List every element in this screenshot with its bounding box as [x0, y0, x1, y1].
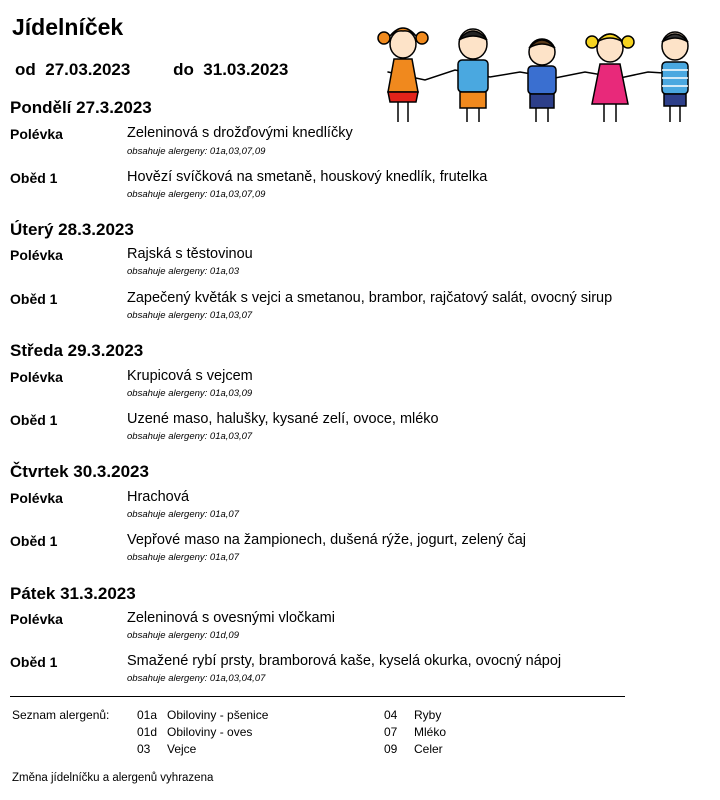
soup-dish: Zeleninová s ovesnými vločkami — [127, 610, 335, 626]
soup-allergens: obsahuje alergeny: 01a,07 — [127, 509, 239, 520]
allergen-legend-title: Seznam alergenů: — [12, 708, 110, 722]
soup-allergens: obsahuje alergeny: 01a,03 — [127, 266, 239, 277]
day-heading: Středa 29.3.2023 — [10, 341, 144, 360]
day-heading: Čtvrtek 30.3.2023 — [10, 462, 149, 481]
meal-type-lunch: Oběd 1 — [10, 170, 58, 186]
soup-allergens: obsahuje alergeny: 01a,03,07,09 — [127, 146, 266, 157]
legend-code: 03 — [137, 742, 151, 756]
soup-allergens: obsahuje alergeny: 01d,09 — [127, 630, 239, 641]
meal-type-soup: Polévka — [10, 369, 63, 385]
soup-allergens: obsahuje alergeny: 01a,03,09 — [127, 388, 253, 399]
page-title: Jídelníček — [12, 14, 124, 40]
soup-dish: Rajská s těstovinou — [127, 246, 253, 262]
to-date: 31.03.2023 — [203, 60, 289, 79]
lunch-dish: Uzené maso, halušky, kysané zelí, ovoce, mléko — [127, 411, 439, 427]
meal-type-lunch: Oběd 1 — [10, 533, 58, 549]
soup-dish: Krupicová s vejcem — [127, 368, 253, 384]
children-holding-hands-illustration — [370, 22, 700, 127]
legend-code: 04 — [384, 708, 398, 722]
legend-name: Celer — [414, 742, 443, 756]
legend-name: Obiloviny - oves — [167, 725, 253, 739]
kid-4 — [586, 34, 634, 122]
meal-type-lunch: Oběd 1 — [10, 654, 58, 670]
date-range — [15, 60, 288, 80]
legend-code: 01a — [137, 708, 158, 722]
lunch-dish: Zapečený květák s vejci a smetanou, brambor, rajčatový salát, ovocný sirup — [127, 290, 613, 306]
legend-code: 01d — [137, 725, 158, 739]
kid-5 — [662, 32, 688, 122]
from-date: 27.03.2023 — [45, 60, 131, 79]
day-heading: Úterý 28.3.2023 — [10, 220, 134, 239]
legend-code: 07 — [384, 725, 398, 739]
meal-type-soup: Polévka — [10, 611, 63, 627]
meal-type-lunch: Oběd 1 — [10, 291, 58, 307]
soup-dish: Zeleninová s drožďovými knedlíčky — [127, 125, 353, 141]
lunch-allergens: obsahuje alergeny: 01a,03,04,07 — [127, 673, 266, 684]
lunch-allergens: obsahuje alergeny: 01a,07 — [127, 552, 239, 563]
meal-type-lunch: Oběd 1 — [10, 412, 58, 428]
lunch-dish: Vepřové maso na žampionech, dušená rýže, jogurt, zelený čaj — [127, 532, 526, 548]
divider — [10, 696, 625, 697]
to-label: do — [173, 60, 194, 79]
kid-1 — [378, 28, 428, 122]
legend-code: 09 — [384, 742, 398, 756]
legend-name: Vejce — [167, 742, 197, 756]
lunch-dish: Smažené rybí prsty, bramborová kaše, kyselá okurka, ovocný nápoj — [127, 653, 562, 669]
legend-name: Ryby — [414, 708, 442, 722]
day-heading: Pátek 31.3.2023 — [10, 584, 136, 603]
lunch-allergens: obsahuje alergeny: 01a,03,07 — [127, 431, 253, 442]
kid-3 — [528, 39, 556, 122]
meal-type-soup: Polévka — [10, 126, 63, 142]
legend-name: Mléko — [414, 725, 447, 739]
lunch-dish: Hovězí svíčková na smetaně, houskový knedlík, frutelka — [127, 169, 488, 185]
soup-dish: Hrachová — [127, 489, 190, 505]
kid-2 — [458, 29, 488, 122]
lunch-allergens: obsahuje alergeny: 01a,03,07 — [127, 310, 253, 321]
footer-note: Změna jídelníčku a alergenů vyhrazena — [12, 772, 214, 784]
meal-type-soup: Polévka — [10, 490, 63, 506]
legend-name: Obiloviny - pšenice — [167, 708, 269, 722]
lunch-allergens: obsahuje alergeny: 01a,03,07,09 — [127, 189, 266, 200]
from-label: od — [15, 60, 36, 79]
meal-type-soup: Polévka — [10, 247, 63, 263]
day-heading: Pondělí 27.3.2023 — [10, 98, 152, 117]
